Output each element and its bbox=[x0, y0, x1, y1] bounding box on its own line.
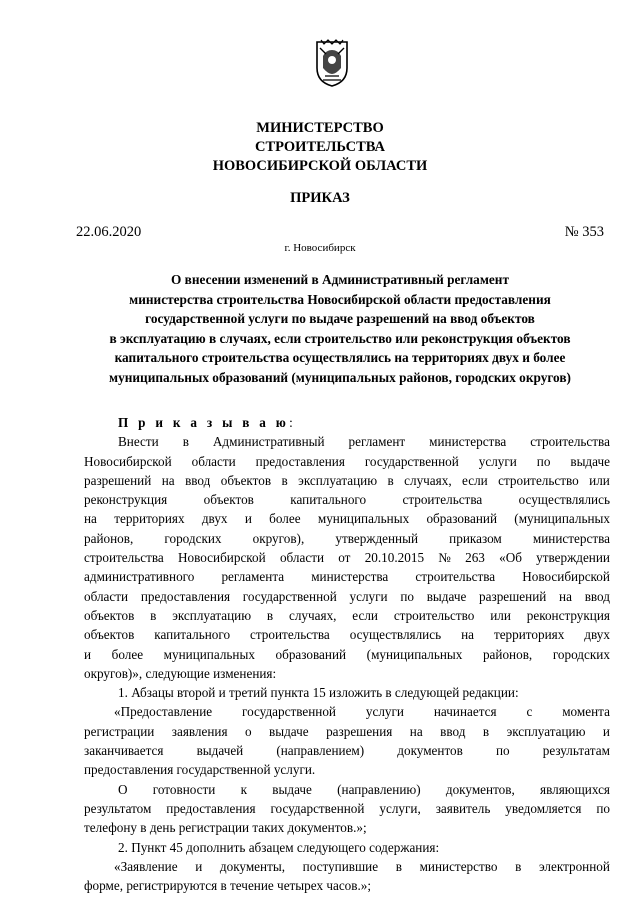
word: от bbox=[338, 550, 351, 566]
order-number: № 353 bbox=[564, 224, 604, 240]
word: строительства bbox=[84, 550, 164, 566]
word: предоставления bbox=[140, 588, 231, 604]
word: в bbox=[266, 607, 274, 623]
word: регистрации bbox=[84, 723, 155, 739]
word: разрешений bbox=[479, 588, 547, 604]
word: эксплуатацию bbox=[506, 723, 586, 739]
word: уведомляется bbox=[505, 800, 582, 816]
word: и bbox=[244, 511, 252, 527]
word: случаях, bbox=[288, 607, 337, 623]
body-line bbox=[84, 780, 610, 799]
word: документов, bbox=[445, 781, 515, 797]
word: в bbox=[150, 607, 157, 623]
word: или bbox=[490, 607, 511, 623]
word: строительства bbox=[415, 569, 496, 585]
word: объектов bbox=[84, 607, 135, 623]
body-line bbox=[84, 548, 610, 567]
word: эксплуатацию bbox=[172, 607, 252, 623]
body-line: 2. Пункт 45 дополнить абзацем следующего содержания: bbox=[118, 839, 440, 855]
subject-line: О внесении изменений в Административный регламент bbox=[171, 272, 509, 287]
word: (муниципальных bbox=[514, 511, 610, 527]
body-line bbox=[84, 722, 610, 741]
word: капитального bbox=[290, 492, 367, 508]
word: в bbox=[515, 858, 522, 874]
word: объектов bbox=[84, 627, 135, 643]
prikazyvayu-word: П р и к а з ы в а ю bbox=[118, 415, 290, 430]
word: районов, bbox=[482, 646, 533, 662]
word: 263 bbox=[465, 550, 485, 566]
word: или bbox=[589, 472, 610, 488]
word: объектов bbox=[220, 472, 272, 488]
ministry-title-line-3: НОВОСИБИРСКОЙ ОБЛАСТИ bbox=[212, 158, 428, 174]
word: на bbox=[461, 627, 474, 643]
word: если bbox=[462, 472, 488, 488]
word: Новосибирской bbox=[178, 550, 266, 566]
word: заканчивается bbox=[84, 743, 164, 759]
word: государственной bbox=[364, 453, 459, 469]
word: строительства bbox=[402, 492, 483, 508]
word: более bbox=[269, 511, 301, 527]
prikazyvayu bbox=[84, 413, 610, 432]
word: случаях, bbox=[404, 472, 452, 488]
word: на bbox=[559, 588, 572, 604]
word: заявитель bbox=[435, 800, 491, 816]
word: территориях bbox=[114, 511, 185, 527]
word: о bbox=[244, 723, 252, 739]
word: министерство bbox=[419, 858, 498, 874]
word: на bbox=[409, 723, 423, 739]
body-line bbox=[84, 471, 610, 490]
body-line: телефону в день регистрации таких документов.»; bbox=[84, 820, 367, 836]
body-line bbox=[84, 567, 610, 586]
word: двух bbox=[584, 627, 610, 643]
word: «Заявление bbox=[114, 858, 178, 874]
word: строительство bbox=[393, 607, 475, 623]
word: (направлением) bbox=[276, 743, 365, 759]
ministry-title-line-2: СТРОИТЕЛЬСТВА bbox=[254, 139, 386, 155]
prikazyvayu-colon: : bbox=[289, 415, 293, 430]
word: ввод bbox=[584, 588, 610, 604]
order-date: 22.06.2020 bbox=[76, 224, 142, 240]
order-subject bbox=[70, 270, 610, 387]
body-line: 1. Абзацы второй и третий пункта 15 изложить в следующей редакции: bbox=[118, 685, 519, 701]
word: реконструкция bbox=[526, 607, 610, 623]
word: ввод bbox=[440, 723, 466, 739]
word: и bbox=[84, 646, 92, 662]
body-line bbox=[84, 857, 610, 876]
body-line: форме, регистрируются в течение четырех часов.»; bbox=[84, 878, 372, 894]
word: выдаче bbox=[570, 453, 610, 469]
word: государственной bbox=[242, 588, 337, 604]
word: и bbox=[602, 723, 610, 739]
word: государственной bbox=[242, 704, 336, 720]
word: административного bbox=[84, 569, 195, 585]
word: регламент bbox=[348, 434, 406, 450]
word: электронной bbox=[538, 858, 610, 874]
word: готовности bbox=[152, 781, 216, 797]
order-title: ПРИКАЗ bbox=[290, 190, 350, 206]
subject-line: муниципальных образований (муниципальных районов, городских округов) bbox=[109, 369, 571, 385]
word: области bbox=[191, 453, 236, 469]
word: министерства bbox=[532, 530, 610, 546]
word: реконструкция bbox=[84, 492, 168, 508]
word: двух bbox=[201, 511, 228, 527]
word: ввод bbox=[185, 472, 211, 488]
body-line bbox=[84, 587, 610, 606]
word: образований bbox=[275, 646, 347, 662]
word: с bbox=[526, 704, 533, 720]
word: на bbox=[84, 511, 97, 527]
word: министерства bbox=[429, 434, 507, 450]
word: на bbox=[161, 472, 175, 488]
word: Внести bbox=[118, 434, 159, 450]
word: услуги bbox=[349, 588, 388, 604]
word: осуществлялись bbox=[349, 627, 442, 643]
word: государственной bbox=[270, 800, 365, 816]
word: выдаче bbox=[272, 781, 312, 797]
word: капитального bbox=[154, 627, 231, 643]
word: строительства bbox=[250, 627, 330, 643]
body-line bbox=[84, 606, 610, 625]
word: являющихся bbox=[540, 781, 610, 797]
word: утверждении bbox=[536, 550, 610, 566]
word: О bbox=[118, 781, 128, 797]
word: приказом bbox=[449, 530, 502, 546]
subject-line: капитального строительства осуществлялись на территориях двух и более bbox=[114, 350, 566, 365]
subject-line: государственной услуги по выдаче разрешений на ввод объектов bbox=[145, 311, 535, 326]
word: районов, bbox=[84, 530, 134, 546]
word: к bbox=[240, 781, 248, 797]
city: г. Новосибирск bbox=[284, 242, 356, 254]
body-line bbox=[84, 529, 610, 548]
subject-line: министерства строительства Новосибирской области предоставления bbox=[129, 291, 551, 307]
body-line: округов)», следующие изменения: bbox=[84, 665, 277, 681]
word: разрешений bbox=[84, 472, 152, 488]
body-line bbox=[84, 799, 610, 818]
word: утвержденный bbox=[335, 530, 419, 546]
body-line bbox=[84, 452, 610, 471]
word: момента bbox=[562, 704, 610, 720]
body-line: предоставления государственной услуги. bbox=[84, 762, 316, 778]
word: в bbox=[482, 723, 490, 739]
word: городских bbox=[164, 530, 222, 546]
word: муниципальных bbox=[163, 646, 255, 662]
word: объектов bbox=[203, 492, 254, 508]
subject-line: в эксплуатацию в случаях, если строительство или реконструкция объектов bbox=[109, 330, 571, 346]
word: выдаче bbox=[269, 723, 309, 739]
word: документы, bbox=[219, 858, 286, 874]
body-line bbox=[84, 741, 610, 760]
word: «Об bbox=[499, 550, 522, 566]
body-line bbox=[84, 509, 610, 528]
word: услуги bbox=[478, 453, 517, 469]
word: (муниципальных bbox=[366, 646, 463, 662]
word: (направлению) bbox=[337, 781, 421, 797]
word: осуществлялись bbox=[518, 492, 610, 508]
word: «Предоставление bbox=[114, 704, 213, 720]
word: эксплуатацию bbox=[298, 472, 378, 488]
word: по bbox=[536, 453, 551, 469]
word: разрешения bbox=[326, 723, 393, 739]
word: документов bbox=[397, 743, 463, 759]
body-line bbox=[84, 490, 610, 509]
word: предоставления bbox=[166, 800, 256, 816]
word: регламента bbox=[221, 569, 285, 585]
word: области bbox=[279, 550, 325, 566]
word: образований bbox=[426, 511, 498, 527]
word: если bbox=[352, 607, 378, 623]
coat-of-arms-icon bbox=[314, 38, 350, 88]
word: заявления bbox=[171, 723, 228, 739]
word: результатам bbox=[542, 743, 610, 759]
word: в bbox=[395, 858, 402, 874]
body-line bbox=[84, 645, 610, 664]
word: № bbox=[438, 550, 451, 566]
word: округов), bbox=[252, 530, 305, 546]
word: по bbox=[495, 743, 510, 759]
word: результатом bbox=[84, 800, 152, 816]
body-line bbox=[84, 625, 610, 644]
word: в bbox=[182, 434, 189, 450]
body-line bbox=[84, 702, 610, 721]
word: поступившие bbox=[302, 858, 379, 874]
word: выдачей bbox=[196, 743, 244, 759]
word: начинается bbox=[433, 704, 497, 720]
word: и bbox=[195, 858, 203, 874]
word: более bbox=[111, 646, 144, 662]
word: в bbox=[281, 472, 288, 488]
word: строительство bbox=[498, 472, 579, 488]
body-line bbox=[84, 432, 610, 451]
word: городских bbox=[552, 646, 610, 662]
word: области bbox=[84, 588, 129, 604]
word: 20.10.2015 bbox=[364, 550, 425, 566]
word: муниципальных bbox=[317, 511, 410, 527]
word: выдаче bbox=[426, 588, 467, 604]
word: министерства bbox=[311, 569, 389, 585]
word: услуги, bbox=[379, 800, 421, 816]
word: территориях bbox=[493, 627, 565, 643]
word: в bbox=[387, 472, 394, 488]
word: Новосибирской bbox=[522, 569, 610, 585]
order-body bbox=[84, 413, 610, 895]
word: по bbox=[596, 800, 610, 816]
word: Административный bbox=[212, 434, 325, 450]
word: по bbox=[400, 588, 414, 604]
ministry-title-line-1: МИНИСТЕРСТВО bbox=[256, 120, 384, 136]
word: Новосибирской bbox=[84, 453, 172, 469]
word: предоставления bbox=[255, 453, 345, 469]
word: строительства bbox=[530, 434, 610, 450]
word: услуги bbox=[365, 704, 404, 720]
